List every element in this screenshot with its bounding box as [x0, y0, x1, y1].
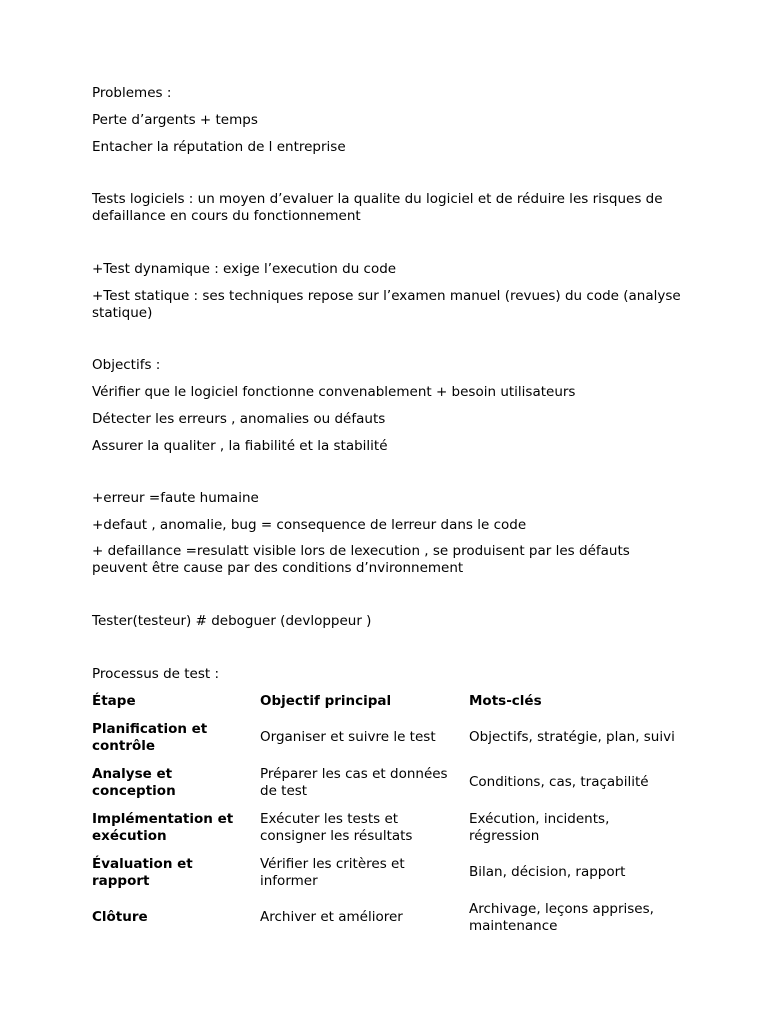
keywords-cell: Conditions, cas, traçabilité [469, 774, 649, 790]
header-etape: Étape [92, 693, 136, 709]
objective-item-2: Détecter les erreurs , anomalies ou défauts [92, 411, 386, 427]
goal-cell: Archiver et améliorer [260, 909, 403, 925]
term-erreur: +erreur =faute humaine [92, 490, 259, 506]
step-cell: Implémentation et exécution [92, 810, 234, 844]
table-header-row [86, 688, 686, 715]
problems-heading: Problemes : [92, 85, 172, 101]
table-row [86, 805, 686, 850]
test-type-dynamic: +Test dynamique : exige l’execution du code [92, 261, 397, 277]
tests-definition: Tests logiciels : un moyen d’evaluer la qualite du logiciel et de réduire les risques de defaillance en cours du fonctionnement [92, 191, 663, 224]
process-table [86, 688, 686, 940]
goal-cell: Organiser et suivre le test [260, 729, 436, 745]
header-objectif: Objectif principal [260, 693, 392, 709]
keywords-cell: Archivage, leçons apprises, maintenance [469, 900, 654, 934]
objective-item-1: Vérifier que le logiciel fonctionne convenablement + besoin utilisateurs [92, 384, 576, 400]
problem-item-1: Perte d’argents + temps [92, 112, 258, 128]
tester-vs-debug: Tester(testeur) # deboguer (devloppeur ) [92, 613, 372, 629]
objectives-heading: Objectifs : [92, 357, 161, 373]
header-mots-cles: Mots-clés [469, 693, 542, 709]
goal-cell: Préparer les cas et données de test [260, 765, 448, 799]
objective-item-3: Assurer la qualiter , la fiabilité et la stabilité [92, 438, 388, 454]
step-cell: Évaluation et rapport [92, 855, 193, 889]
table-row [86, 895, 686, 940]
term-defaillance: + defaillance =resulatt visible lors de lexecution , se produisent par les défauts peuvent être cause par des conditions d’nvironnement [92, 543, 630, 576]
goal-cell: Exécuter les tests et consigner les résultats [260, 810, 413, 844]
table-row [86, 760, 686, 805]
step-cell: Planification et contrôle [92, 720, 208, 754]
goal-cell: Vérifier les critères et informer [260, 855, 405, 889]
test-type-static: +Test statique : ses techniques repose sur l’examen manuel (revues) du code (analyse statique) [92, 288, 681, 321]
keywords-cell: Bilan, décision, rapport [469, 864, 626, 880]
keywords-cell: Objectifs, stratégie, plan, suivi [469, 729, 675, 745]
keywords-cell: Exécution, incidents, régression [469, 810, 610, 844]
table-row [86, 850, 686, 895]
term-defaut: +defaut , anomalie, bug = consequence de lerreur dans le code [92, 517, 527, 533]
step-cell: Analyse et conception [92, 765, 176, 799]
problem-item-2: Entacher la réputation de l entreprise [92, 139, 346, 155]
process-heading: Processus de test : [92, 666, 220, 682]
step-cell: Clôture [92, 909, 148, 925]
table-row [86, 715, 686, 760]
